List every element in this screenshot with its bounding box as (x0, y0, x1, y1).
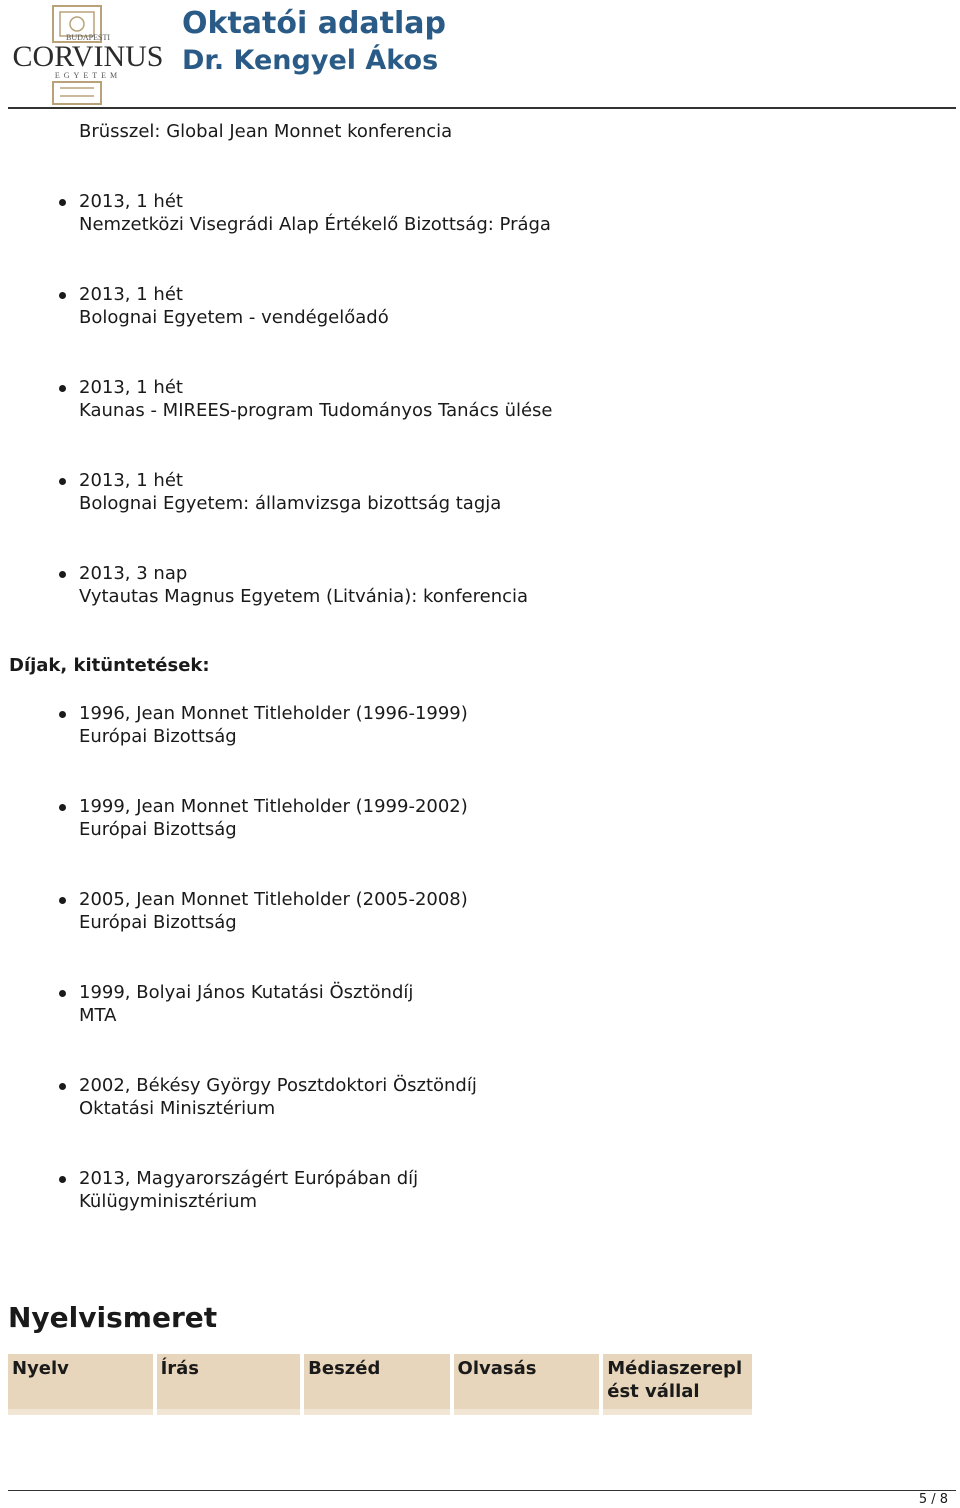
corvinus-logo (8, 4, 168, 106)
page-header (0, 0, 960, 110)
table-row (8, 1409, 752, 1415)
bullet-icon (59, 990, 66, 997)
bullet-icon (59, 897, 66, 904)
logo-bottom-text: EGYETEM (54, 71, 122, 80)
list-item: 1999, Bolyai János Kutatási Ösztöndíj MTA (0, 981, 960, 1074)
list-item: 2013, 1 hét Bolognai Egyetem - vendégelőadó (0, 283, 960, 376)
list-item: 1996, Jean Monnet Titleholder (1996-1999) Európai Bizottság (0, 702, 960, 795)
instructor-name: Dr. Kengyel Ákos (182, 45, 439, 76)
column-header-writing: Írás (157, 1354, 305, 1409)
column-header-reading: Olvasás (454, 1354, 604, 1409)
bullet-icon (59, 478, 66, 485)
column-header-media: Médiaszerepl ést vállal (603, 1354, 752, 1409)
list-item: 1999, Jean Monnet Titleholder (1999-2002) Európai Bizottság (0, 795, 960, 888)
footer-divider (8, 1490, 956, 1491)
list-item: 2013, 1 hét Bolognai Egyetem: államvizsga bizottság tagja (0, 469, 960, 562)
bullet-icon (59, 1176, 66, 1183)
language-section-heading: Nyelvismeret (8, 1301, 218, 1334)
activities-list (0, 190, 960, 655)
header-divider (8, 107, 956, 109)
bullet-icon (59, 385, 66, 392)
list-item: 2002, Békésy György Posztdoktori Ösztöndíj Oktatási Minisztérium (0, 1074, 960, 1167)
bullet-icon (59, 711, 66, 718)
bullet-icon (59, 571, 66, 578)
document-title: Oktatói adatlap (182, 6, 447, 41)
bullet-icon (59, 1083, 66, 1090)
bullet-icon (59, 292, 66, 299)
column-header-language: Nyelv (8, 1354, 157, 1409)
list-item: 2013, 1 hét Nemzetközi Visegrádi Alap Értékelő Bizottság: Prága (0, 190, 960, 283)
page-number: 5 / 8 (918, 1492, 948, 1507)
column-header-speaking: Beszéd (304, 1354, 453, 1409)
awards-heading: Díjak, kitüntetések: (9, 655, 210, 676)
logo-top-text: BUDAPESTI (65, 33, 111, 42)
list-item: 2013, 1 hét Kaunas - MIREES-program Tudományos Tanács ülése (0, 376, 960, 469)
language-table (8, 1354, 752, 1415)
bullet-icon (59, 804, 66, 811)
list-item: 2013, 3 nap Vytautas Magnus Egyetem (Litvánia): konferencia (0, 562, 960, 655)
continuation-line: Brüsszel: Global Jean Monnet konferencia (79, 121, 453, 142)
list-item: 2013, Magyarországért Európában díj Külügyminisztérium (0, 1167, 960, 1260)
logo-main-text: CORVINUS (12, 40, 164, 73)
table-header-row (8, 1354, 752, 1409)
awards-list (0, 702, 960, 1260)
bullet-icon (59, 199, 66, 206)
list-item: 2005, Jean Monnet Titleholder (2005-2008) Európai Bizottság (0, 888, 960, 981)
